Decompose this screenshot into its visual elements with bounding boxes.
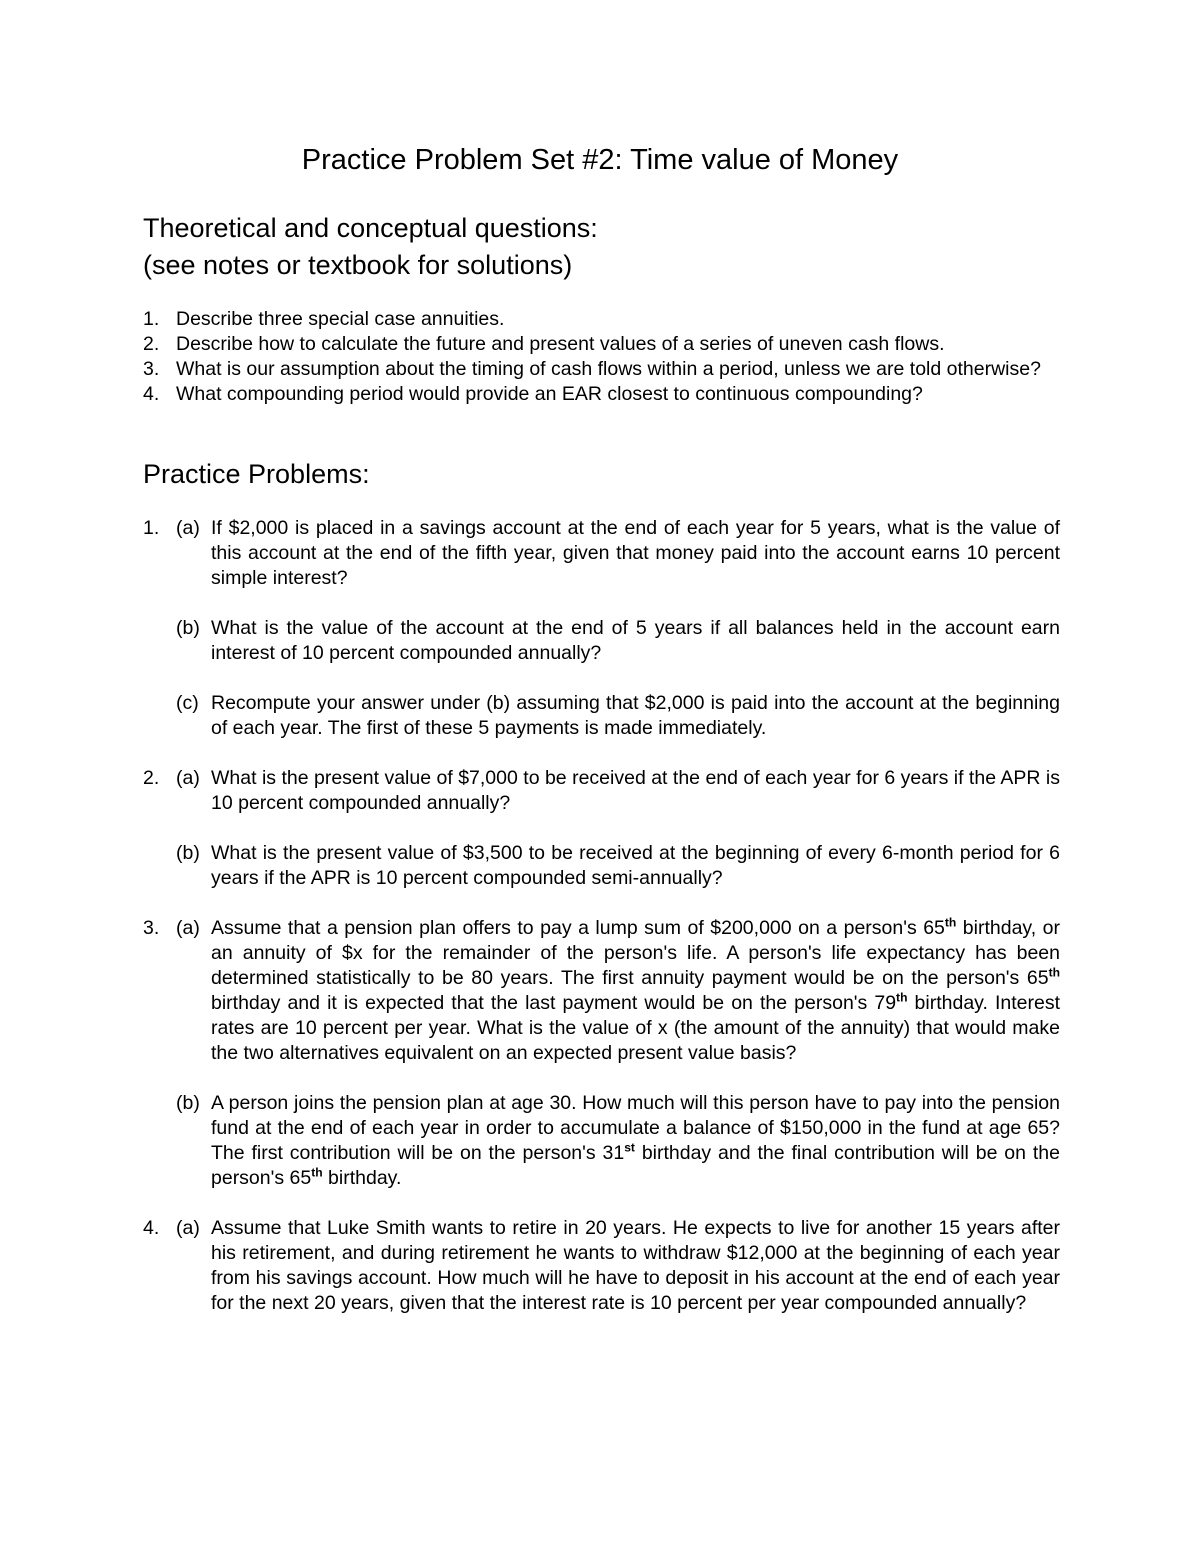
practice-problem xyxy=(143,766,1060,891)
theory-question xyxy=(143,382,1060,407)
problem-number: 3. xyxy=(143,917,160,939)
part-label: (a) xyxy=(176,517,200,539)
ordinal-suffix: st xyxy=(624,1140,635,1155)
text-segment: birthday and the final contribution will be on the person's 65 xyxy=(211,1142,1060,1189)
part-text: Recompute your answer under (b) assuming that $2,000 is paid into the account at the beginning of each year. The first of these 5 payments is made immediately. xyxy=(211,692,1060,739)
ordinal-suffix: th xyxy=(896,990,908,1005)
practice-heading: Practice Problems: xyxy=(143,459,370,489)
text-segment: Assume that a pension plan offers to pay a lump sum of $200,000 on a person's 65 xyxy=(211,917,945,939)
theory-question xyxy=(143,332,1060,357)
part-label: (a) xyxy=(176,917,200,939)
part-text: What is the value of the account at the end of 5 years if all balances held in the account earn interest of 10 percent compounded annually? xyxy=(211,617,1060,664)
part-text: What is the present value of $7,000 to be received at the end of each year for 6 years if the APR is 10 percent compounded annually? xyxy=(211,767,1060,814)
part-text: If $2,000 is placed in a savings account at the end of each year for 5 years, what is the value of this account at the end of the fifth year, given that money paid into the account earns 10 percent simple interest? xyxy=(211,517,1060,589)
part-text: What is the present value of $3,500 to be received at the beginning of every 6-month period for 6 years if the APR is 10 percent compounded semi-annually? xyxy=(211,842,1060,889)
problem-number: 1. xyxy=(143,517,160,539)
theory-heading-line2: (see notes or textbook for solutions) xyxy=(143,250,573,280)
practice-problem xyxy=(143,916,1060,1191)
practice-problem xyxy=(143,1216,1060,1316)
problem-part xyxy=(176,691,1060,741)
ordinal-suffix: th xyxy=(311,1165,323,1180)
question-number: 3. xyxy=(143,358,160,380)
text-segment: birthday. xyxy=(322,1167,402,1189)
part-text xyxy=(211,1092,1060,1189)
ordinal-suffix: th xyxy=(944,915,957,930)
part-label: (a) xyxy=(176,1217,200,1239)
question-text: Describe three special case annuities. xyxy=(176,308,505,330)
page-title: Practice Problem Set #2: Time value of Money xyxy=(301,144,899,176)
question-text: Describe how to calculate the future and present values of a series of uneven cash flows. xyxy=(176,333,945,355)
question-number: 1. xyxy=(143,308,160,330)
part-label: (b) xyxy=(176,617,200,639)
theory-question xyxy=(143,357,1060,382)
practice-problem-list xyxy=(143,516,1060,1341)
theory-question-list xyxy=(143,307,1060,407)
problem-part xyxy=(176,1091,1060,1191)
part-label: (b) xyxy=(176,842,200,864)
problem-part xyxy=(176,516,1060,591)
text-segment: birthday and it is expected that the last payment would be on the person's 79 xyxy=(211,992,897,1014)
problem-part xyxy=(176,616,1060,666)
part-label: (b) xyxy=(176,1092,200,1114)
theory-question xyxy=(143,307,1060,332)
problem-part xyxy=(176,916,1060,1066)
theory-heading-line1: Theoretical and conceptual questions: xyxy=(143,213,598,243)
question-number: 2. xyxy=(143,333,160,355)
ordinal-suffix: th xyxy=(1048,965,1060,980)
text-segment: A person joins the pension plan at age 30. How much will this person have to pay into the pension fund at the end of each year in order to accumulate a balance of $150,000 in the fund at age 65? The first contribution will be on the person's 31 xyxy=(211,1092,1060,1164)
problem-part xyxy=(176,766,1060,816)
text-segment: birthday, or an annuity of $x for the remainder of the person's life. A person's life expectancy has been determined statistically to be 80 years. The first annuity payment would be on the person's 65 xyxy=(211,917,1060,989)
question-text: What is our assumption about the timing of cash flows within a period, unless we are told otherwise? xyxy=(176,358,1041,380)
part-text: Assume that Luke Smith wants to retire in 20 years. He expects to live for another 15 years after his retirement, and during retirement he wants to withdraw $12,000 at the beginning of each year from his savings account. How much will he have to deposit in his account at the end of each year for the next 20 years, given that the interest rate is 10 percent per year compounded annually? xyxy=(211,1217,1060,1314)
part-label: (c) xyxy=(176,692,199,714)
problem-number: 2. xyxy=(143,767,160,789)
problem-part xyxy=(176,841,1060,891)
question-number: 4. xyxy=(143,383,160,405)
problem-part xyxy=(176,1216,1060,1316)
question-text: What compounding period would provide an EAR closest to continuous compounding? xyxy=(176,383,923,405)
problem-number: 4. xyxy=(143,1217,160,1239)
part-label: (a) xyxy=(176,767,200,789)
practice-problem xyxy=(143,516,1060,741)
text-segment: birthday. Interest rates are 10 percent per year. What is the value of x (the amount of the annuity) that would make the two alternatives equivalent on an expected present value basis? xyxy=(211,992,1060,1064)
part-text xyxy=(211,917,1060,1064)
